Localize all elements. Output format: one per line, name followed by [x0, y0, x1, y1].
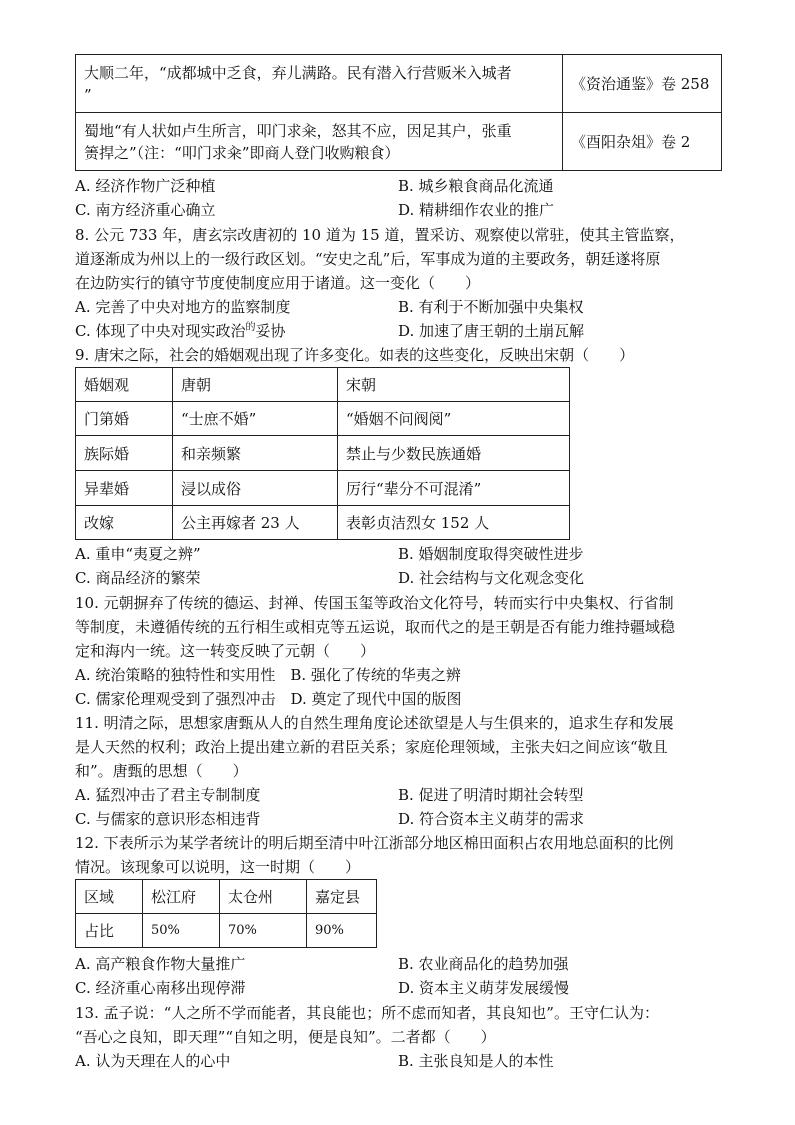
source-citation: 《酉阳杂俎》卷 2	[563, 113, 722, 171]
q12-option-d: D. 资本主义萌芽发展缓慢	[398, 979, 570, 997]
q9-table-cell: 族际婚	[76, 436, 173, 471]
q9-table-cell: 异辈婚	[76, 471, 173, 506]
q11-option-d: D. 符合资本主义萌芽的需求	[398, 810, 585, 828]
q9-option-a: A. 重申“夷夏之辨”	[75, 545, 201, 563]
q8-option-d: D. 加速了唐王朝的土崩瓦解	[398, 322, 585, 340]
q12-stem-line: 情况。该现象可以说明，这一时期（ ）	[75, 858, 361, 876]
q9-marriage-table	[75, 367, 570, 540]
q8-option-c	[75, 321, 286, 344]
q12-table-cell: 占比	[76, 914, 143, 948]
q9-table-header: 宋朝	[338, 368, 570, 402]
q9-option-c: C. 商品经济的繁荣	[75, 569, 201, 587]
source-table	[75, 54, 722, 171]
q9-stem: 9. 唐宋之际，社会的婚姻观出现了许多变化。如表的这些变化，反映出宋朝（ ）	[75, 346, 635, 364]
q8-option-c-tail: 妥协	[255, 322, 286, 340]
q13-option-b: B. 主张良知是人的本性	[398, 1052, 554, 1070]
q10-stem-line: 定和海内一统。这一转变反映了元朝（ ）	[75, 642, 376, 660]
q10-options-ab: A. 统治策略的独特性和实用性 B. 强化了传统的华夷之辨	[75, 666, 461, 684]
q9-table-cell: 和亲频繁	[173, 436, 338, 471]
q9-table-cell: 表彰贞洁烈女 152 人	[338, 506, 570, 540]
q11-option-c: C. 与儒家的意识形态相违背	[75, 810, 261, 828]
q12-table-cell: 50%	[143, 914, 220, 948]
q12-table-header: 太仓州	[220, 880, 307, 914]
q12-table-header: 区域	[76, 880, 143, 914]
q7-option-b: B. 城乡粮食商品化流通	[398, 177, 554, 195]
q9-table-cell: 禁止与少数民族通婚	[338, 436, 570, 471]
q10-stem-line: 等制度，未遵循传统的五行相生或相克等五运说，取而代之的是王朝是否有能力维持疆域稳	[75, 618, 676, 636]
q12-option-a: A. 高产粮食作物大量推广	[75, 955, 246, 973]
q7-option-c: C. 南方经济重心确立	[75, 201, 216, 219]
source-table-cell	[76, 113, 563, 171]
q9-table-cell: 改嫁	[76, 506, 173, 540]
q8-stem-line: 8. 公元 733 年，唐玄宗改唐初的 10 道为 15 道，置采访、观察使以常驻，使其主管监察，	[75, 226, 685, 244]
q8-option-b: B. 有利于不断加强中央集权	[398, 298, 584, 316]
q11-option-a: A. 猛烈冲击了君主专制制度	[75, 786, 261, 804]
q13-stem-line: “吾心之良知，即天理”“自知之明，便是良知”。二者都（ ）	[75, 1028, 496, 1046]
q8-option-a: A. 完善了中央对地方的监察制度	[75, 298, 291, 316]
q9-table-cell: “婚姻不问阀阅”	[338, 402, 570, 436]
q7-option-a: A. 经济作物广泛种植	[75, 177, 216, 195]
source-text-line: 大顺二年，“成都城中乏食，弃儿满路。民有潜入行营贩米入城者	[84, 63, 512, 82]
q11-option-b: B. 促进了明清时期社会转型	[398, 786, 584, 804]
q9-table-cell: 门第婚	[76, 402, 173, 436]
source-table-cell	[76, 55, 563, 113]
q8-option-c-text: C. 体现了中央对现实政治	[75, 322, 246, 340]
q12-option-b: B. 农业商品化的趋势加强	[398, 955, 569, 973]
q9-option-b: B. 婚姻制度取得突破性进步	[398, 545, 584, 563]
q8-stem-line: 在边防实行的镇守节度使制度应用于诸道。这一变化（ ）	[75, 274, 481, 292]
q12-table-header: 嘉定县	[307, 880, 377, 914]
source-text-line: 箦捍之”（注：“叩门求籴”即商人登门收购粮食）	[84, 143, 400, 162]
q11-stem-line: 11. 明清之际，思想家唐甄从人的自然生理角度论述欲望是人与生俱来的，追求生存和发展	[75, 714, 674, 732]
q9-table-cell: 浸以成俗	[173, 471, 338, 506]
source-text-line: ”	[84, 85, 92, 104]
q11-stem-line: 是人天然的权利；政治上提出建立新的君臣关系；家庭伦理领域，主张夫妇之间应该“敬且	[75, 738, 668, 756]
q10-options-cd: C. 儒家伦理观受到了强烈冲击 D. 奠定了现代中国的版图	[75, 690, 462, 708]
source-text-line: 蜀地“有人状如卢生所言，叩门求籴，怒其不应，因足其户，张重	[84, 121, 512, 140]
q13-option-a: A. 认为天理在人的心中	[75, 1052, 231, 1070]
q12-stem-line: 12. 下表所示为某学者统计的明后期至清中叶江浙部分地区棉田面积占农用地总面积的比例	[75, 834, 674, 852]
q12-cotton-table	[75, 879, 377, 948]
q12-table-cell: 90%	[307, 914, 377, 948]
q9-table-header: 唐朝	[173, 368, 338, 402]
q9-table-cell: “士庶不婚”	[173, 402, 338, 436]
source-citation: 《资治通鉴》卷 258	[563, 55, 722, 113]
q9-table-cell: 厉行“辈分不可混淆”	[338, 471, 570, 506]
q7-option-d: D. 精耕细作农业的推广	[398, 201, 555, 219]
q9-table-header: 婚姻观	[76, 368, 173, 402]
q13-stem-line: 13. 孟子说：“人之所不学而能者，其良能也；所不虑而知者，其良知也”。王守仁认为：	[75, 1004, 659, 1022]
q10-stem-line: 10. 元朝摒弃了传统的德运、封禅、传国玉玺等政治文化符号，转而实行中央集权、行省制	[75, 594, 674, 612]
q9-table-cell: 公主再嫁者 23 人	[173, 506, 338, 540]
q12-table-cell: 70%	[220, 914, 307, 948]
q9-option-d: D. 社会结构与文化观念变化	[398, 569, 585, 587]
q12-option-c: C. 经济重心南移出现停滞	[75, 979, 246, 997]
q12-table-header: 松江府	[143, 880, 220, 914]
q8-stem-line: 道逐渐成为州以上的一级行政区划。“安史之乱”后，军事成为道的主要政务，朝廷遂将原	[75, 250, 661, 268]
q11-stem-line: 和”。唐甄的思想（ ）	[75, 762, 248, 780]
q8-option-c-sup: 的	[245, 322, 256, 333]
